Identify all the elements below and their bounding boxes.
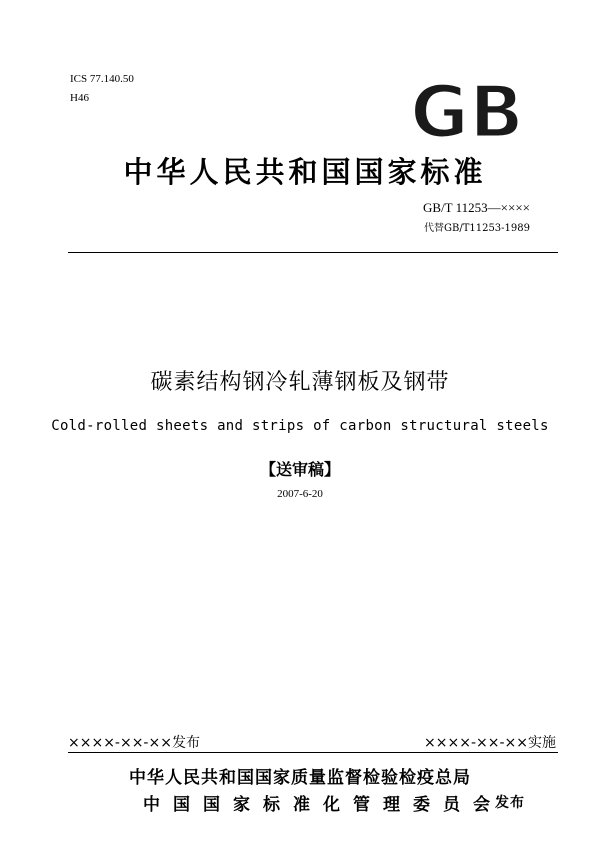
publish-label: 发布 [495,795,525,811]
footer-rule [68,752,558,753]
classification-code: H46 [70,92,89,104]
issuer-line-2: 中国国家标准化管理委员会 [143,795,503,815]
national-standard-title: 中华人民共和国国家标准 [123,155,487,189]
draft-label: 【送审稿】 [259,460,340,479]
issuer-line-1: 中华人民共和国国家质量监督检验检疫总局 [129,768,471,788]
draft-date: 2007-6-20 [277,488,323,500]
classification-block [70,70,134,108]
implementation-date: ××××-××-××实施 [424,735,556,751]
gb-logo-icon [410,77,525,147]
standard-number: GB/T 11253—×××× [423,200,530,215]
document-title-en: Cold-rolled sheets and strips of carbon structural steels [51,418,549,434]
issue-date: ××××-××-××发布 [68,735,200,751]
document-title-zh: 碳素结构钢冷轧薄钢板及钢带 [150,370,450,395]
replaces-standard: 代替GB/T11253-1989 [423,223,530,234]
ics-code: ICS 77.140.50 [70,73,134,85]
gb-logo-text: GB [410,77,524,147]
header-rule [68,252,558,253]
